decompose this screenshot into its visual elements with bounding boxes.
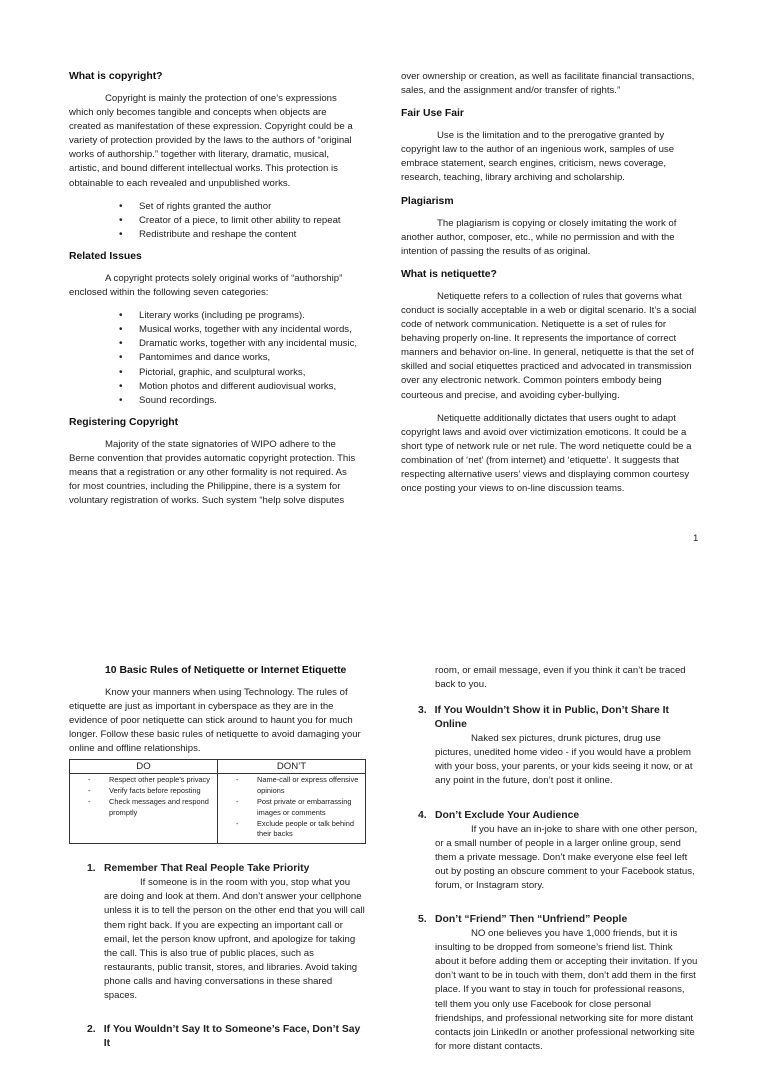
- list-item: • Sound recordings.: [119, 394, 360, 408]
- list-item: • Dramatic works, together with any incidental music,: [119, 337, 360, 351]
- heading-what-is-copyright: What is copyright?: [69, 71, 163, 82]
- paragraph-copyright: Copyright is mainly the protection of one’s expressions which only becomes tangible and concepts when objects are created as manifestation of these expression. Copyright could be a variety of protection provided by the laws to the authors of “original works of authorship.” together with literary, dramatic, musical, artistic, and bound different intellectual works. This protection is obtainable to each revealed and unpublished works.: [69, 93, 353, 189]
- rule-number: 3.: [418, 705, 427, 717]
- paragraph-netiquette-1: Netiquette refers to a collection of rules that governs what conduct is socially acceptable in a web or digital scenario. It’s a social code of network communication. Netiquette is a set of rules for behaving properly on-line. It represents the importance of correct manners and behavior on-line. In general, netiquette is that the set of skilled and social etiquettes practiced and advocated in transmission over any electronic network. Common pointers embody being courteous and precise, and avoiding cyber-bullying.: [401, 290, 697, 401]
- heading-plagiarism: Plagiarism: [401, 195, 454, 207]
- rule-number: 1.: [87, 863, 96, 875]
- list-item: • Pictorial, graphic, and sculptural works,: [119, 366, 360, 380]
- paragraph-related: A copyright protects solely original works of “authorship” enclosed within the following seven categories:: [69, 272, 343, 299]
- paragraph-fair-use: Use is the limitation and to the prerogative granted by copyright law to the author of an ingenious work, samples of use embrace statement, search engines, criticism, news coverage, research, teaching, library archiving and scholarship.: [401, 130, 675, 184]
- paragraph-plagiarism: The plagiarism is copying or closely imitating the work of another author, composer, etc., while no permission and with the intention of passing the results of as original.: [401, 217, 677, 257]
- page1-right-column: [401, 70, 698, 505]
- rule-2: [87, 1023, 366, 1051]
- do-item: - Check messages and respond promptly: [88, 797, 217, 819]
- do-item: - Respect other people’s privacy: [88, 775, 217, 786]
- do-dont-table: [69, 759, 366, 844]
- page1-left-column: [69, 70, 360, 517]
- do-cell: [70, 774, 218, 844]
- categories-list: [69, 309, 360, 408]
- heading-related-issues: Related Issues: [69, 250, 142, 262]
- list-item: • Pantomimes and dance works,: [119, 351, 360, 365]
- rule-number: 2.: [87, 1024, 96, 1036]
- dont-item: - Name-call or express offensive opinions: [236, 775, 365, 797]
- rule-number: 5.: [418, 914, 427, 926]
- list-item: • Musical works, together with any incidental words,: [119, 323, 360, 337]
- do-item: - Verify facts before reposting: [88, 786, 217, 797]
- rule-number: 4.: [418, 809, 427, 821]
- rule-title: If You Wouldn’t Show it in Public, Don’t Share It Online: [434, 705, 669, 731]
- heading-registering-copyright: Registering Copyright: [69, 416, 179, 428]
- heading-what-is-netiquette: What is netiquette?: [401, 268, 497, 280]
- dont-item: - Exclude people or talk behind their backs: [236, 819, 365, 841]
- list-item: • Literary works (including pe programs).: [119, 309, 360, 323]
- rule-title: Don’t Exclude Your Audience: [435, 809, 580, 821]
- heading-netiquette-rules: 10 Basic Rules of Netiquette or Internet Etiquette: [105, 665, 347, 676]
- rule-title: Don’t “Friend” Then “Unfriend” People: [435, 914, 628, 926]
- rule-title: If You Wouldn’t Say It to Someone’s Face, Don’t Say It: [103, 1024, 361, 1050]
- heading-fair-use: Fair Use Fair: [401, 108, 464, 120]
- list-item: • Redistribute and reshape the content: [119, 228, 360, 242]
- rights-list: [69, 200, 360, 242]
- rule-body: Naked sex pictures, drunk pictures, drug use pictures, unedited home video - if you would have a problem with your boss, your parents, or your kids seeing it now, or at any point in the future, don’t post it online.: [435, 733, 693, 787]
- do-header: DO: [70, 760, 218, 774]
- dont-header: DON’T: [218, 760, 366, 774]
- list-item: • Set of rights granted the author: [119, 200, 360, 214]
- rule-title: Remember That Real People Take Priority: [104, 863, 310, 875]
- page-number: 1: [693, 533, 699, 544]
- rule-body: NO one believes you have 1,000 friends, but it is insulting to be dropped from someone’s friend list. Think about it before adding them or accepting their invitation. If you don’t want to be in touch with them, don’t add them in the first place. If you want to stay in touch for professional reasons, tell them you only use Facebook for close personal friendships, and professional networking site for more distant contacts join LinkedIn or another professional networking site for more distant contacts.: [435, 928, 698, 1052]
- rule-4: [418, 809, 698, 893]
- rule-body: If someone is in the room with you, stop what you are doing and look at them. And don’t answer your cellphone unless it is to tell the person on the other end that you will call them right back. If you are expecting an important call or email, let the person know upfront, and apologize for taking the call. This is also true of public places, such as restaurants, public transit, stores, and libraries. Avoid taking phone calls and having conversations in these shared spaces.: [104, 877, 365, 1001]
- rule-1: [87, 862, 366, 1003]
- list-item: • Motion photos and different audiovisual works,: [119, 380, 360, 394]
- page2-right-column: [418, 664, 698, 1074]
- dont-cell: [218, 774, 366, 844]
- paragraph-intro: Know your manners when using Technology. The rules of etiquette are just as important in cyberspace as they are in the evidence of poor netiquette can stick around to haunt you for much longer. Follow these basic rules of netiquette to avoid damaging your online and offline relationships.: [69, 687, 361, 755]
- page2-left-column: [69, 664, 366, 1071]
- paragraph-continued: over ownership or creation, as well as facilitate financial transactions, sales, and the assignment and/or transfer of rights.”: [401, 71, 695, 97]
- paragraph-continued-2: room, or email message, even if you think it can’t be traced back to you.: [435, 665, 686, 691]
- dont-item: - Post private or embarrassing images or comments: [236, 797, 365, 819]
- paragraph-netiquette-2: Netiquette additionally dictates that users ought to adapt copyright laws and avoid over victimization emoticons. It could be a short type of network rule or net rule. The word netiquette could be a combination of ‘net’ (from internet) and ‘etiquette’. It suggests that respecting alternative users’ views and displaying common courtesy once posting your views to on-line discussion teams.: [401, 412, 692, 495]
- rule-5: [418, 913, 698, 1054]
- rule-body: If you have an in-joke to share with one other person, or a small number of people in a larger online group, send them a private message. Don’t make everyone else feel left out by posting an obscure comment to your Facebook status, forum, or Instagram story.: [435, 823, 698, 891]
- list-item: • Creator of a piece, to limit other ability to repeat: [119, 214, 360, 228]
- rule-3: [418, 704, 698, 788]
- paragraph-registering: Majority of the state signatories of WIPO adhere to the Berne convention that provides automatic copyright protection. This means that a registration or any other formality is not required. As for most countries, including the Philippine, there is a system for voluntary registration of works. Such system “help solve disputes: [69, 438, 356, 507]
